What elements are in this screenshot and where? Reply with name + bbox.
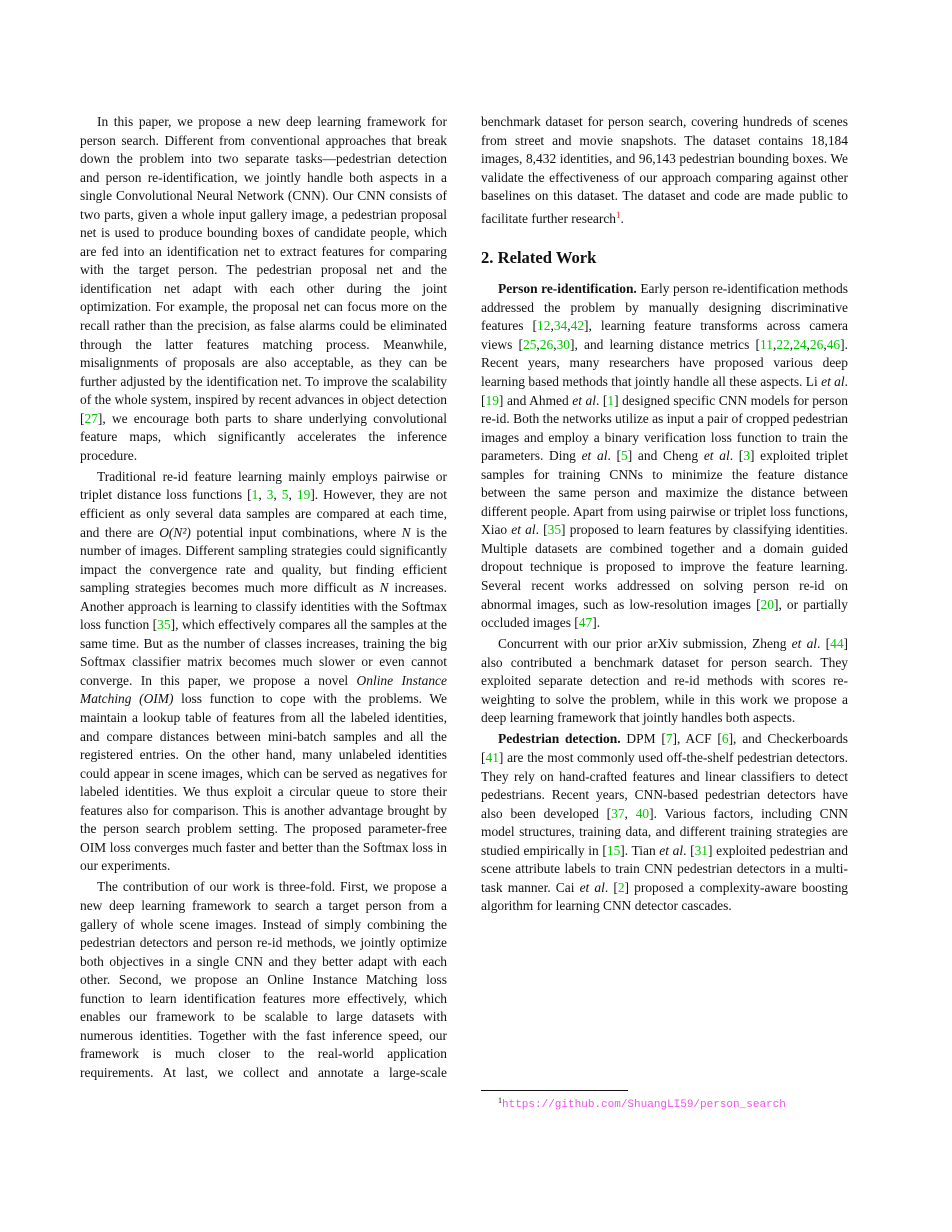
math-symbol: N [379,580,389,596]
citation-link[interactable]: 42 [570,318,585,334]
text-run: . [683,842,691,858]
text-run: , and Checkerboards [733,731,848,747]
text-run: , learning feature transforms across camera views [481,318,849,352]
citation-link[interactable]: 34 [553,318,568,334]
text-run: and Ahmed [503,392,573,408]
citation-group: [5] [616,448,633,464]
text-run: potential input combinations, where [190,524,402,540]
text-run: . Tian [624,842,660,858]
citation-link[interactable]: 26 [539,336,554,352]
text-run: . [596,615,601,631]
citation-group: [35] [543,522,566,538]
citation-group: [11,22,24,26,46] [755,336,845,352]
citation-link[interactable]: 20 [760,596,774,612]
text-run: . [729,448,739,464]
text-run: . [607,448,617,464]
paragraph [80,468,447,876]
text-run: benchmark dataset for person search, covering hundreds of scenes from street and movie snapshots. The dataset contains 18,184 images, 8,432 identities, and 96,143 pedestrian bounding boxes. We validate the effectiveness of our approach comparing against other baselines on this dataset. The dataset and code are made public to facilitate further research [481,114,848,226]
footnote-number: 1 [498,1096,502,1105]
text-run: . [535,522,544,538]
citation-link[interactable]: 22 [776,336,790,352]
citation-group: [1, 3, 5, 19] [247,487,315,503]
citation-link[interactable]: 25 [522,336,537,352]
text-run: . [817,636,826,652]
text-run: designed specific CNN models for person re-id. Both the networks utilize as input a pair of cropped pedestrian images and employ a binary verification loss function to train the parameters. Ding [481,392,849,464]
text-run: . Recent years, many researchers have proposed various deep learning based methods that jointly handle all these aspects. Li [481,336,848,390]
footnote-marker[interactable]: 1 [616,209,621,220]
text-run: In this paper, we propose a new deep learning framework for person search. Different from conventional approaches that break down the problem into two separate tasks—pedestrian detection and person re-identification, we jointly handle both aspects in a single Convolutional Neural Network (CNN). Our CNN consists of two parts, given a whole input gallery image, a pedestrian proposal net is used to produce bounding boxes of candidate people, which are fed into an identification net to extract features for comparing with the target person. The pedestrian proposal net and the identification net adapt with each other during the joint optimization. For example, the proposal net can focus more on the recall rather than the precision, as false alarms could be eliminated through the latter features matching process. Meanwhile, misalignments of proposals are also acceptable, as they can be further adjusted by the identification net. To improve the scalability of the whole system, inspired by recent advances in object detection [80,114,447,408]
text-run: , we encourage both parts to share underlying convolutional feature maps, which significantly accelerates the inference procedure. [80,410,447,463]
citation-link[interactable]: 30 [556,336,570,352]
italic-text: et al [581,448,608,464]
text-run: Concurrent with our prior arXiv submission, Zheng [498,636,792,652]
citation-group: [6] [717,731,734,747]
paragraph [80,113,447,465]
text-run: Traditional re-id feature learning mainly employs pairwise or triplet distance loss functions [80,468,447,503]
paragraph [481,280,848,632]
math-symbol: O(N²) [159,524,191,540]
left-column [80,113,447,1085]
citation-link[interactable]: 40 [635,805,650,821]
footnote-rule [481,1090,628,1091]
citation-link[interactable]: 27 [84,410,98,426]
citation-group: [47] [574,615,597,631]
citation-group: [19] [481,392,504,408]
italic-text: Online Instance Matching (OIM) [80,672,447,707]
citation-group: [41] [481,749,504,765]
citation-link[interactable]: 47 [578,615,593,631]
text-run: , and learning distance metrics [574,336,756,352]
citation-group: [2] [613,879,630,895]
italic-text: et al [821,374,845,390]
citation-link[interactable]: 19 [296,487,311,503]
citation-link[interactable]: 1 [607,392,615,408]
citation-link[interactable]: 37 [611,805,625,821]
citation-group: [31] [690,842,713,858]
paragraph [481,635,848,728]
citation-group: [1] [602,392,619,408]
citation-link[interactable]: 2 [617,879,625,895]
footnote [498,1096,786,1111]
footnote-link[interactable]: https://github.com/ShuangLI59/person_search [502,1099,786,1111]
citation-group: [7] [661,731,678,747]
citation-link[interactable]: 35 [547,522,562,538]
text-run: increases. Another approach is learning to classify identities with the Softmax loss function [80,580,447,633]
text-run: is the number of images. Different sampling strategies could significantly impact the convergence rate and quality, but finding efficient sampling strategies becomes much more difficult as [80,524,447,596]
citation-group: [3] [738,448,755,464]
paragraph [481,730,848,915]
paragraph: The contribution of our work is three-fold. First, we propose a new deep learning framework to search a target person from a gallery of whole scene images. Instead of simply combining the pedestrian detectors and person re-id methods, we jointly optimize both objectives in a single CNN and they better adapt with each other. Second, we propose an Online Instance Matching loss function to learn identification features more effectively, which enables our framework to be scalable to large datasets with numerous identities. Together with the fast inference speed, our framework is much closer to the real-world application requirements. At last, we collect and annotate a large-scale [80,879,447,1080]
paragraph-heading: Pedestrian detection. [498,731,621,747]
citation-link[interactable]: 11 [760,336,773,352]
text-run: are the most commonly used off-the-shelf pedestrian detectors. They rely on hand-crafted features and linear classifiers to detect pedestrians. Recent years, CNN-based pedestrian detectors have also been developed [481,749,848,821]
citation-link[interactable]: 3 [743,448,750,464]
citation-link[interactable]: 1 [251,487,259,503]
italic-text: et al [572,392,596,408]
citation-link[interactable]: 7 [665,731,673,747]
citation-group: [12,34,42] [532,318,589,334]
italic-text: et al [659,842,684,858]
text-run: loss function to cope with the problems. We maintain a lookup table of features from all the labeled identities, and compare distances between mini-batch samples and all the registered entries. On the other hand, many unlabeled identities could appear in scene images, which can be served as negatives for labeled identities. We thus exploit a circular queue to store their features also for comparison. This is another advantage brought by the person search problem setting. The proposed parameter-free OIM loss converges much faster and better than the Softmax loss in our experiments. [80,691,447,874]
text-run: . [620,210,624,226]
right-column [481,113,848,918]
citation-link[interactable]: 6 [721,731,729,747]
text-run: , or partially occluded images [481,596,849,631]
text-run: exploited pedestrian and scene attribute labels to train CNN pedestrian detectors in a multi-task manner. Cai [481,842,848,895]
italic-text: et al [703,448,730,464]
citation-link[interactable]: 35 [157,617,171,633]
citation-group: [44] [825,636,849,652]
text-run: , which effectively compares all the samples at the same time. But as the number of classes increases, training the big Softmax classifier matrix becomes much slower or even cannot converge. In this paper, we propose a novel [80,617,448,688]
text-run: Early person re-identification methods addressed the problem by manually designing discriminative features [481,281,848,334]
italic-text: et al [791,636,818,652]
citation-link[interactable]: 19 [485,392,499,408]
citation-link[interactable]: 44 [830,636,844,652]
citation-link[interactable]: 41 [485,749,499,765]
text-run: , ACF [677,731,718,747]
citation-link[interactable]: 26 [809,336,824,352]
citation-group: [35] [152,617,176,633]
citation-link[interactable]: 5 [621,448,628,464]
citation-group: [15] [602,842,625,858]
citation-group: [37, 40] [606,805,654,821]
text-run: . [844,374,848,390]
text-run: . However, they are not efficient as only several data samples are compared at each time, and there are [80,487,447,540]
text-run: DPM [620,731,662,747]
citation-link[interactable]: 46 [826,336,841,352]
citation-link[interactable]: 31 [694,842,708,858]
citation-group: [25,26,30] [518,336,575,352]
text-run: . Various factors, including CNN model structures, training data, and different training strategies are studied empirically in [481,805,849,858]
italic-text: et al [579,879,605,895]
citation-link[interactable]: 3 [266,487,274,503]
citation-group: [27] [80,410,103,426]
text-run: . [604,879,614,895]
citation-link[interactable]: 5 [281,487,289,503]
section-heading: 2. Related Work [481,248,597,268]
text-run: proposed a complexity-aware boosting algorithm for learning CNN detector cascades. [481,879,849,914]
citation-group: [20] [756,596,779,612]
paragraph-heading: Person re-identification. [498,281,637,297]
text-run: exploited triplet samples for training CNNs to minimize the feature distance between the same person and maximize the distance between different people. Apart from using pairwise or triplet loss functions, Xiao [481,448,848,538]
paragraph [481,113,848,228]
text-run: also contributed a benchmark dataset for person search. They exploited separate detection and re-id methods with scores re-weighting to solve the problem, while in this work we propose a deep learning framework that jointly handles both aspects. [481,654,848,726]
citation-link[interactable]: 15 [606,842,621,858]
text-run: proposed to learn features by classifying identities. Multiple datasets are combined together and a domain guided dropout technique is proposed to improve the feature learning. Several recent works addressed on solving person re-id on abnormal images, such as low-resolution images [481,522,849,612]
italic-text: et al [511,522,536,538]
text-run: and Cheng [632,448,704,464]
citation-link[interactable]: 12 [537,318,551,334]
text-run: . [595,392,603,408]
citation-link[interactable]: 24 [793,336,807,352]
math-symbol: N [401,524,411,540]
